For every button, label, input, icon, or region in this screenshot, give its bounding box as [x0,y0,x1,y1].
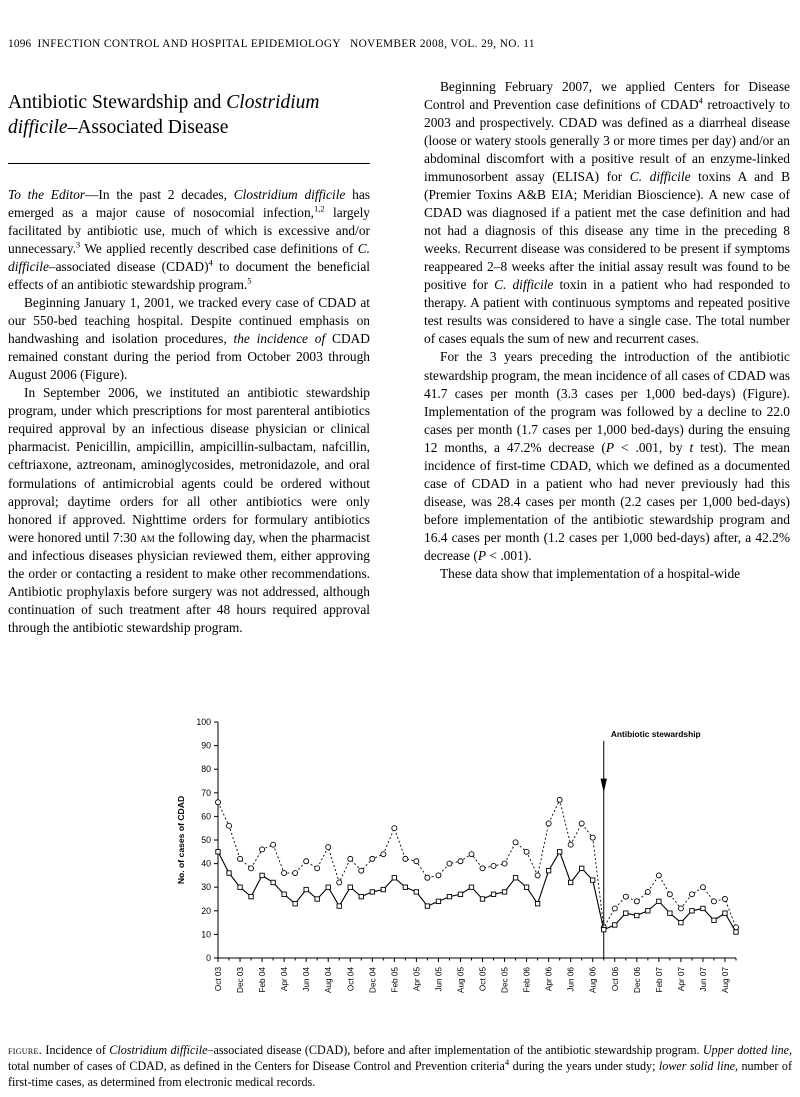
svg-text:Apr 04: Apr 04 [280,967,290,992]
svg-text:Aug 05: Aug 05 [456,967,466,993]
figure-chart [150,712,750,1044]
svg-text:Antibiotic stewardship: Antibiotic stewardship [610,728,701,739]
svg-text:Jun 06: Jun 06 [566,967,576,992]
svg-text:Jun 05: Jun 05 [434,967,444,992]
svg-text:Aug 06: Aug 06 [588,967,598,993]
svg-text:Apr 07: Apr 07 [676,967,686,992]
to-the-editor-lead: To the Editor [8,187,86,202]
svg-text:Oct 05: Oct 05 [478,967,488,992]
svg-text:60: 60 [201,811,211,822]
right-column [424,78,790,583]
paragraph-conclusion: These data show that implementation of a hospital-wide [440,565,741,581]
title-divider [8,163,370,164]
svg-text:Dec 04: Dec 04 [368,967,378,993]
figure-label: figure. [8,1043,43,1057]
figure-caption: figure. Incidence of Clostridium difficile–associated disease (CDAD), before and after implementation of the antibiotic stewardship program. Upper dotted line, total number of cases of CDAD, as defined in the Centers for Disease Control and Prevention criteria$^4$ during the years under study; lower solid line, number of first-time cases, as determined from electronic medical records. [8,1043,793,1090]
svg-text:Jun 04: Jun 04 [302,967,312,992]
svg-text:Oct 03: Oct 03 [214,967,223,992]
title-italic-1: Clostridium [226,92,320,114]
chart-svg [150,712,750,1044]
svg-text:90: 90 [201,740,211,751]
paragraph-tracking: Beginning January 1, 2001, we tracked every case of CDAD at our 550-bed teaching hospital. Despite continued emphasis on handwashing and isolation procedures, the incidence of CDAD remained constant during the period from October 2003 through August 2006 (Figure). [8,295,370,383]
title-part-2: –Associated Disease [67,117,229,139]
paragraph-results: For the 3 years preceding the introduction of the antibiotic stewardship program, the mean incidence of all cases of CDAD was 41.7 cases per month (3.3 cases per 1,000 bed-days) (Figure). Implementation of the program was followed by a decline to 22.0 cases per month (1.7 cases per 1,000 bed-days) during the ensuing 12 months, a 47.2% decrease (P < .001, by t test). The mean incidence of first-time CDAD, which we defined as a documented case of CDAD in a patient who had never previously had this disease, was 28.4 cases per month (2.2 cases per 1,000 bed-days) before implementation of the antibiotic stewardship program and 16.4 cases per month (1.2 cases per 1,000 bed-days) after, a 42.2% decrease (P < .001). [424,349,790,563]
svg-text:Apr 06: Apr 06 [544,967,554,992]
svg-text:100: 100 [196,717,211,727]
svg-text:Oct 06: Oct 06 [610,967,620,992]
title-italic-2: difficile [8,117,68,139]
svg-text:Apr 05: Apr 05 [412,967,422,992]
page-title [8,91,368,141]
svg-text:Feb 04: Feb 04 [258,967,268,993]
paragraph-letter-opening: To the Editor—In the past 2 decades, Clostridium difficile has emerged as a major cause of nosocomial infection,$^{1,2}$ largely facilitated by antibiotic use, much of which is excessive and/or unnecessary.$^3$ We applied recently described case definitions of C. difficile–associated disease (CDAD)$^4$ to document the beneficial effects of an antibiotic stewardship program.$^5$ [8,187,370,293]
journal-name: INFECTION CONTROL AND HOSPITAL EPIDEMIOLOGY [37,38,341,50]
svg-text:0: 0 [206,953,211,963]
svg-text:70: 70 [201,787,211,798]
issue-info: NOVEMBER 2008, VOL. 29, NO. 11 [350,38,535,50]
svg-text:40: 40 [201,858,211,869]
svg-text:Oct 04: Oct 04 [346,967,356,992]
paragraph-program: In September 2006, we instituted an antibiotic stewardship program, under which prescriptions for most parenteral antibiotics required approval by an infectious disease physician or clinical pharmacist. Penicillin, ampicillin, ampicillin-sulbactam, nafcillin, ceftriaxone, aztreonam, aminoglycosides, metronidazole, and oral formulations of antimicrobial agents could be ordered without approval; daytime orders for all other antibiotics were only honored if approved. Nighttime orders for formulary antibiotics were honored until 7:30 am the following day, when the pharmacist and infectious diseases physician reviewed them, either approving the order or contacting a resident to make other recommendations. Antibiotic prophylaxis before surgery was not addressed, although continuation of such treatment after 48 hours required approval through the antibiotic stewardship program. [8,385,370,635]
svg-text:Jun 07: Jun 07 [698,967,708,992]
svg-text:Feb 07: Feb 07 [654,967,664,993]
page-folio: 1096 [8,38,32,50]
svg-text:Aug 07: Aug 07 [720,967,730,993]
svg-text:Dec 05: Dec 05 [500,967,510,993]
svg-text:Feb 06: Feb 06 [522,967,532,993]
svg-text:Feb 05: Feb 05 [390,967,400,993]
svg-text:Dec 06: Dec 06 [632,967,642,993]
svg-text:20: 20 [201,905,211,916]
title-part-1: Antibiotic Stewardship and [8,92,227,114]
paragraph-definitions: Beginning February 2007, we applied Centers for Disease Control and Prevention case definitions of CDAD$^4$ retroactively to 2003 and prospectively. CDAD was defined as a diarrheal disease (loose or watery stools generally 3 or more times per day) and/or an abdominal discomfort with a positive result of an enzyme-linked immunosorbent assay (ELISA) for C. difficile toxins A and B (Premier Toxins A&B EIA; Meridian Bioscience). A new case of CDAD was diagnosed if a patient met the case definition and had not had a diagnosis of this disease any time in the preceding 8 weeks. Recurrent disease was considered to be present if symptoms reappeared 2–8 weeks after the initial assay result was found to be positive for C. difficile toxin in a patient who had responded to therapy. A patient with continuous symptoms and repeated positive test results was considered to have a single case. The total number of cases equals the sum of new and recurrent cases. [424,79,791,347]
svg-text:80: 80 [201,764,211,775]
left-column [8,186,370,637]
svg-text:No. of cases of CDAD: No. of cases of CDAD [176,795,186,885]
svg-text:10: 10 [201,929,211,940]
running-head [8,38,792,50]
svg-text:Aug 04: Aug 04 [324,967,334,993]
svg-text:Dec 03: Dec 03 [236,967,246,993]
svg-text:50: 50 [201,835,211,845]
svg-text:30: 30 [201,882,211,893]
